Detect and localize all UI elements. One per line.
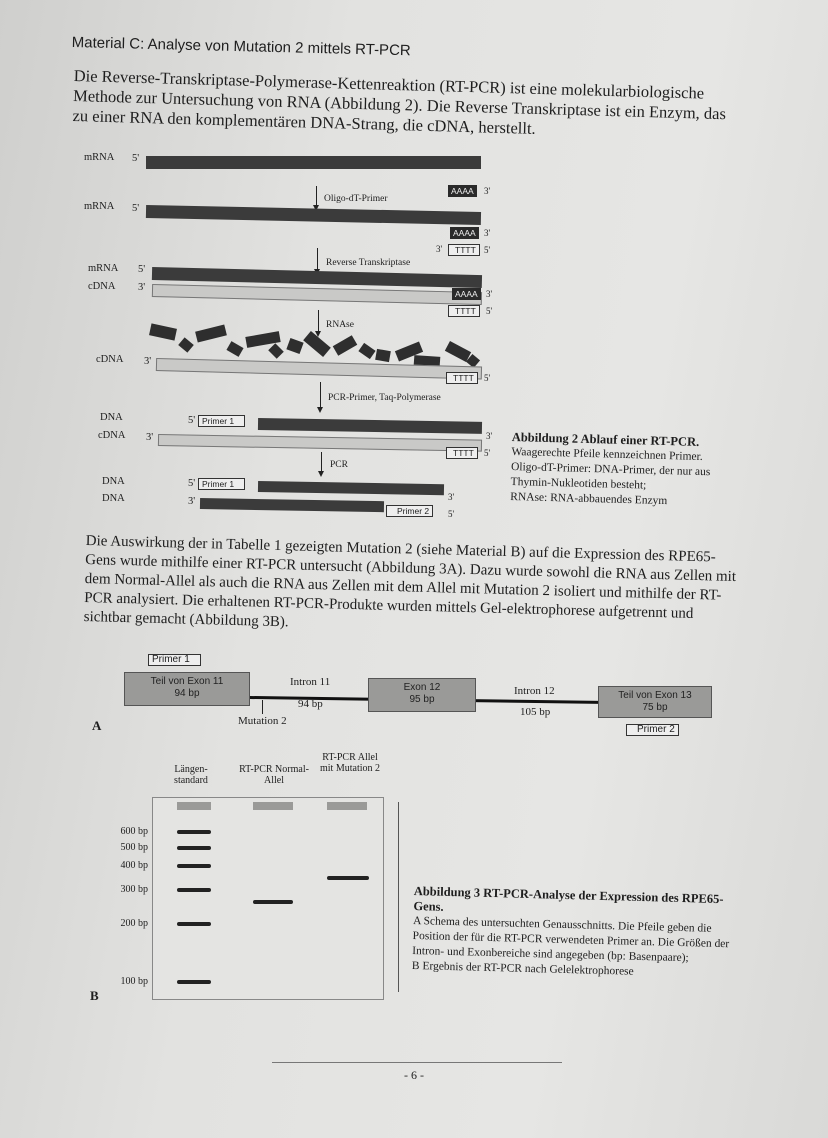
ladder-label-400: 400 bp (120, 860, 148, 871)
label-3prime-7: 3' (146, 432, 154, 443)
oligo-dt-primer-1: TTTT (448, 244, 480, 256)
ladder-label-300: 300 bp (120, 884, 148, 895)
primer-1-scheme: Primer 1 (148, 654, 201, 666)
label-cdna-1: cDNA (88, 281, 116, 292)
label-mrna-1: mRNA (84, 152, 115, 163)
polya-tail-2: AAAA (450, 227, 479, 239)
polya-tail-1: AAAA (448, 185, 477, 197)
label-5prime-3: 5' (138, 264, 146, 275)
primer-2-scheme: Primer 2 (626, 724, 679, 736)
exon-13-box (598, 686, 712, 718)
step-arrow-2 (317, 248, 318, 270)
ladder-band-100 (177, 980, 211, 984)
page-number: - 6 - (404, 1068, 424, 1082)
figure-2-caption-line: RNAse: RNA-abbauendes Enzym (510, 490, 668, 508)
ladder-label-200: 200 bp (120, 918, 148, 929)
label-mrna-3: mRNA (88, 263, 119, 274)
step-pcr: PCR (330, 460, 348, 470)
step-arrow-5 (321, 452, 322, 472)
label-dna-2: DNA (102, 476, 125, 487)
footer-rule (272, 1062, 562, 1063)
ladder-band-600 (177, 830, 211, 834)
figure-3-caption (412, 884, 734, 982)
label-3prime-3: 3' (138, 282, 146, 293)
intron-11-label: Intron 11 (290, 676, 331, 688)
exon-12-label: Exon 12 (403, 682, 441, 693)
label-3prime-8: 3' (448, 492, 455, 502)
label-3prime-1: 3' (484, 186, 491, 196)
figure-2-caption-title: Abbildung 2 Ablauf einer RT-PCR. (511, 430, 700, 449)
ladder-band-400 (177, 864, 211, 868)
label-5prime-6: 5' (188, 415, 196, 426)
figure-3b-letter: B (90, 988, 99, 1003)
label-5prime-primer: 5' (484, 245, 491, 255)
rna-fragment (268, 343, 284, 359)
gel-image (152, 797, 384, 1000)
exon-11-box (124, 672, 250, 706)
gel-well-2 (253, 802, 293, 810)
exon-13-size: 75 bp (642, 702, 668, 713)
step-reverse-transcriptase: Reverse Transkriptase (326, 258, 411, 268)
label-5prime-2: 5' (132, 203, 140, 214)
cdna-strand-1 (152, 284, 482, 305)
exon-12-size: 95 bp (409, 694, 435, 705)
label-3prime-primer: 3' (436, 244, 443, 254)
ladder-band-200 (177, 922, 211, 926)
step-pcr-primer: PCR-Primer, Taq-Polymerase (328, 393, 441, 403)
mutation-allele-band (327, 876, 369, 880)
lane-label-mutation: RT-PCR Allel mit Mutation 2 (320, 752, 380, 774)
label-3prime-6: 3' (486, 431, 493, 441)
step-oligo-dt: Oligo-dT-Primer (324, 194, 388, 204)
rna-fragment (333, 335, 358, 356)
oligo-dt-primer-3: TTTT (446, 372, 478, 384)
exon-13-label: Teil von Exon 13 (618, 690, 692, 701)
figure-3-caption-title: Abbildung 3 RT-PCR-Analyse der Expression des RPE65-Gens. (413, 884, 724, 914)
label-cdna-2: cDNA (96, 354, 124, 365)
label-3prime-9: 3' (188, 496, 196, 507)
step-rnase: RNAse (326, 320, 354, 330)
step-arrow-1 (316, 186, 317, 206)
exon-11-size: 94 bp (174, 688, 200, 699)
label-dna-3: DNA (102, 493, 125, 504)
polya-tail-3: AAAA (452, 288, 481, 300)
label-dna-1: DNA (100, 412, 123, 423)
label-5prime-7: 5' (484, 448, 491, 458)
label-5prime-4: 5' (486, 306, 493, 316)
lane-label-ladder: Längen-standard (174, 764, 208, 786)
rna-fragment (178, 337, 194, 352)
oligo-dt-primer-4: TTTT (446, 447, 478, 459)
rna-fragment (195, 325, 227, 343)
exon-11-label: Teil von Exon 11 (150, 676, 224, 687)
figure-2-caption-line: Waagerechte Pfeile kennzeichnen Primer. (511, 445, 703, 463)
step-arrow-4 (320, 382, 321, 408)
ladder-band-300 (177, 888, 211, 892)
lane-label-normal: RT-PCR Normal-Allel (239, 764, 309, 786)
normal-allele-band (253, 900, 293, 904)
primer-1-a: Primer 1 (198, 415, 245, 427)
label-cdna-3: cDNA (98, 430, 126, 441)
ladder-label-500: 500 bp (120, 842, 148, 853)
label-5prime-5: 5' (484, 373, 491, 383)
intron-12-size: 105 bp (520, 706, 551, 718)
mutation-arrow (262, 700, 263, 714)
method-paragraph: Die Auswirkung der in Tabelle 1 gezeigten Mutation 2 (siehe Material B) auf die Expression des RPE65-Gens wurde mithilfe einer RT-PCR untersucht (Abbildung 3A). Dazu wurde sowohl die RNA aus Zellen mit dem Normal-Allel als auch die RNA aus Zellen mit dem Allel mit Mutation 2 isoliert und mithilfe der RT-PCR analysiert. Die erhaltenen RT-PCR-Produkte wurden mittels Gel-elektrophorese aufgetrennt und sichtbar gemacht (Abbildung 3B). (83, 532, 737, 631)
ladder-label-100: 100 bp (120, 976, 148, 987)
ladder-label-600: 600 bp (120, 826, 148, 837)
primer-2-a: Primer 2 (386, 505, 433, 517)
ladder-band-500 (177, 846, 211, 850)
rna-fragment (226, 341, 243, 357)
dna-strand-b (200, 498, 384, 512)
gel-well-1 (177, 802, 211, 810)
label-mrna-2: mRNA (84, 201, 115, 212)
rna-fragment (286, 338, 303, 354)
rna-fragment (358, 343, 375, 359)
dna-strand-a (258, 481, 444, 495)
label-5prime-1: 5' (132, 153, 140, 164)
mutation-2-label: Mutation 2 (238, 715, 287, 727)
cdna-strand-3 (158, 434, 482, 452)
rna-fragment (375, 349, 391, 362)
migration-arrow (398, 802, 399, 992)
rna-fragment (149, 323, 177, 340)
exon-12-box (368, 678, 476, 712)
label-3prime-5: 3' (144, 356, 152, 367)
primer-1-b: Primer 1 (198, 478, 245, 490)
mrna-strand-1 (146, 156, 481, 169)
label-3prime-2: 3' (484, 228, 491, 238)
step-arrow-3 (318, 310, 319, 332)
gel-well-3 (327, 802, 367, 810)
figure-2-caption (510, 430, 732, 511)
material-heading: Material C: Analyse von Mutation 2 mittels RT-PCR (71, 34, 411, 60)
figure-3a-letter: A (92, 718, 102, 733)
intron-12-label: Intron 12 (514, 685, 555, 697)
label-5prime-8: 5' (188, 478, 196, 489)
label-3prime-4: 3' (486, 289, 493, 299)
intro-paragraph: Die Reverse-Transkriptase-Polymerase-Kettenreaktion (RT-PCR) ist eine molekularbiologische Methode zur Untersuchung von RNA (Abbildung 2). Die Reverse Transkriptase ist ein Enzym, das zu einer RNA den komplementären DNA-Strang, die cDNA, herstellt. (72, 66, 727, 138)
label-5prime-9: 5' (448, 509, 455, 519)
mrna-strand-2 (146, 205, 481, 225)
figure-3-caption-line: B Ergebnis der RT-PCR nach Gelelektrophorese (411, 959, 634, 978)
oligo-dt-primer-2: TTTT (448, 305, 480, 317)
figure-2-caption-line: Oligo-dT-Primer: DNA-Primer, der nur aus Thymin-Nukleotiden besteht; (510, 460, 711, 492)
intron-11-size: 94 bp (298, 698, 323, 710)
figure-3-caption-line: A Schema des untersuchten Genausschnitts. Die Pfeile geben die Position der für die RT-PCR verwendeten Primer an. Die Größen der Intron- und Exonbereiche sind angegeben (bp: Basenpaare); (412, 914, 730, 965)
dna-strand-new (258, 418, 482, 434)
